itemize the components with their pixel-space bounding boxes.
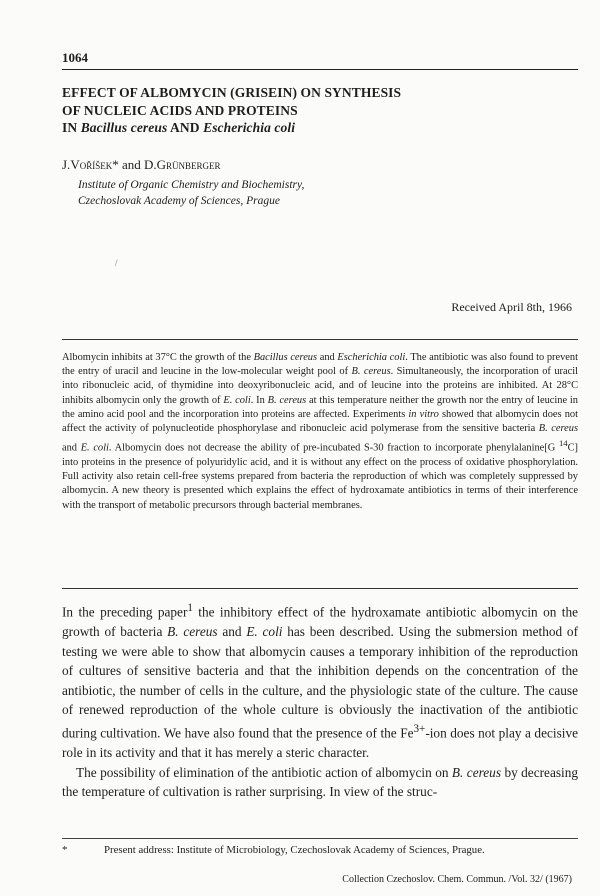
abstract-text: C] into proteins in the presence of polyuridylic acid, and it is without any effect on the process of oxidative phosphorylation. Full activity also retain cell-free systems prepared from bacteria the reproduction of which was completely suppressed by albomycin. A new theory is presented which explains the effect of hydroxamate antibiotics in terms of their interference with the transport of metabolic precursors through bacterial membranes.: [62, 442, 578, 511]
abstract-text: at this temperature neither the growth nor the entry of leucine in the amino acid pool and the incorporation into proteins are affected. Experiments: [62, 394, 579, 420]
abstract-species: E. coli: [223, 394, 251, 406]
body-text-run: and: [217, 624, 247, 640]
abstract-text: . Simultaneously, the incorporation of uracil into ribonucleic acid, of thymidine into deoxyribonucleic acid, and of leucine into the proteins are inhibited. At 28°C inhibits albomycin only the growth of: [62, 366, 578, 406]
footnote: [62, 844, 578, 856]
author-1-initial: J.: [62, 157, 71, 172]
ion-superscript: 3+: [413, 722, 426, 735]
authors-and: and: [118, 157, 144, 172]
received-date: Received April 8th, 1966: [451, 300, 572, 314]
abstract-species: Escherichia coli: [337, 352, 406, 363]
abstract-species: B. cereus: [351, 366, 391, 378]
abstract-text: . The antibiotic was also found to prevent the entry of uracil and leucine in the low-molecular weight pool of: [62, 352, 579, 378]
body-text-run: has been described. Using the submersion method of testing we were able to show that albomycin causes a temporary inhibition of the reproduction of cultures of sensitive bacteria and that the inhibition depends on the concentration of the antibiotic, the number of cells in the culture, and the physiologic state of the culture. The cause of renewed reproduction of the whole culture is obviously the inactivation of the antibiotic during cultivation. We have also found that the presence of the Fe: [62, 624, 578, 741]
abstract-text: . Albomycin does not decrease the ability of pre-incubated S-30 fraction to incorporate phenylalanine[G: [108, 442, 559, 454]
stray-mark: /: [115, 258, 118, 268]
journal-citation: Collection Czechoslov. Chem. Commun. /Vol. 32/ (1967): [342, 874, 572, 885]
author-2-initial: D.: [143, 157, 157, 172]
affiliation: [78, 177, 304, 209]
footnote-rule: [62, 838, 578, 839]
abstract-emphasis: in vitro: [408, 408, 439, 420]
abstract-species: Bacillus cereus: [253, 352, 318, 363]
abstract-species: E. coli: [80, 442, 109, 454]
body-text-run: the inhibitory effect of the hydroxamate antibiotic albomycin on the growth of bacteria: [62, 604, 578, 640]
body-species: B. cereus: [167, 624, 218, 640]
author-1-footnote-mark: *: [112, 157, 119, 172]
authors: [62, 157, 221, 173]
isotope-superscript: 14: [558, 438, 568, 449]
footnote-mark: *: [62, 844, 68, 856]
body-species: E. coli: [246, 624, 283, 640]
affiliation-line-1: Institute of Organic Chemistry and Biochemistry,: [78, 179, 305, 191]
title-prefix: IN: [62, 120, 81, 135]
abstract-species: B. cereus: [267, 394, 307, 406]
body-text: [62, 599, 578, 802]
abstract-text: and: [62, 442, 81, 454]
author-2-surname: Grünberger: [156, 157, 221, 172]
abstract-text: Albomycin inhibits at 37°C the growth of the: [62, 352, 254, 363]
body-text-run: by decreasing the temperature of cultivation is rather surprising. In view of the struc-: [62, 764, 579, 800]
body-text-run: In the preceding paper: [62, 604, 188, 620]
body-text-run: The possibility of elimination of the antibiotic action of albomycin on: [76, 764, 452, 780]
title-line-3: [62, 119, 562, 137]
abstract-bottom-rule: [62, 588, 578, 589]
header-rule: [62, 69, 578, 70]
abstract: [62, 351, 578, 513]
author-1-surname: Voříšek: [70, 157, 113, 172]
abstract-species: B. cereus: [538, 423, 578, 435]
title-line-2: OF NUCLEIC ACIDS AND PROTEINS: [62, 102, 298, 118]
page-number: 1064: [62, 50, 88, 65]
abstract-top-rule: [62, 339, 578, 340]
reference-superscript: 1: [187, 602, 193, 614]
body-species: B. cereus: [451, 764, 502, 780]
abstract-text: . In: [250, 394, 268, 406]
body-paragraph-2: [62, 763, 578, 802]
title-and: AND: [167, 120, 204, 135]
article-title: [62, 84, 562, 137]
abstract-text: showed that albomycin does not affect the activity of polynucleotide phosphorylase and ribonucleic acid polymerase from the sensitive bacteria: [62, 408, 578, 435]
abstract-text: and: [317, 352, 338, 363]
title-species-1: Bacillus cereus: [80, 120, 168, 135]
body-paragraph-1: [62, 599, 578, 763]
affiliation-line-2: Czechoslovak Academy of Sciences, Prague: [78, 195, 280, 207]
title-line-1: EFFECT OF ALBOMYCIN (GRISEIN) ON SYNTHESIS: [62, 85, 402, 100]
footnote-text: Present address: Institute of Microbiology, Czechoslovak Academy of Sciences, Prague.: [104, 844, 485, 856]
title-species-2: Escherichia coli: [203, 120, 296, 135]
body-text-run: -ion does not play a decisive role in its activity and that it has merely a steric character.: [62, 725, 579, 760]
